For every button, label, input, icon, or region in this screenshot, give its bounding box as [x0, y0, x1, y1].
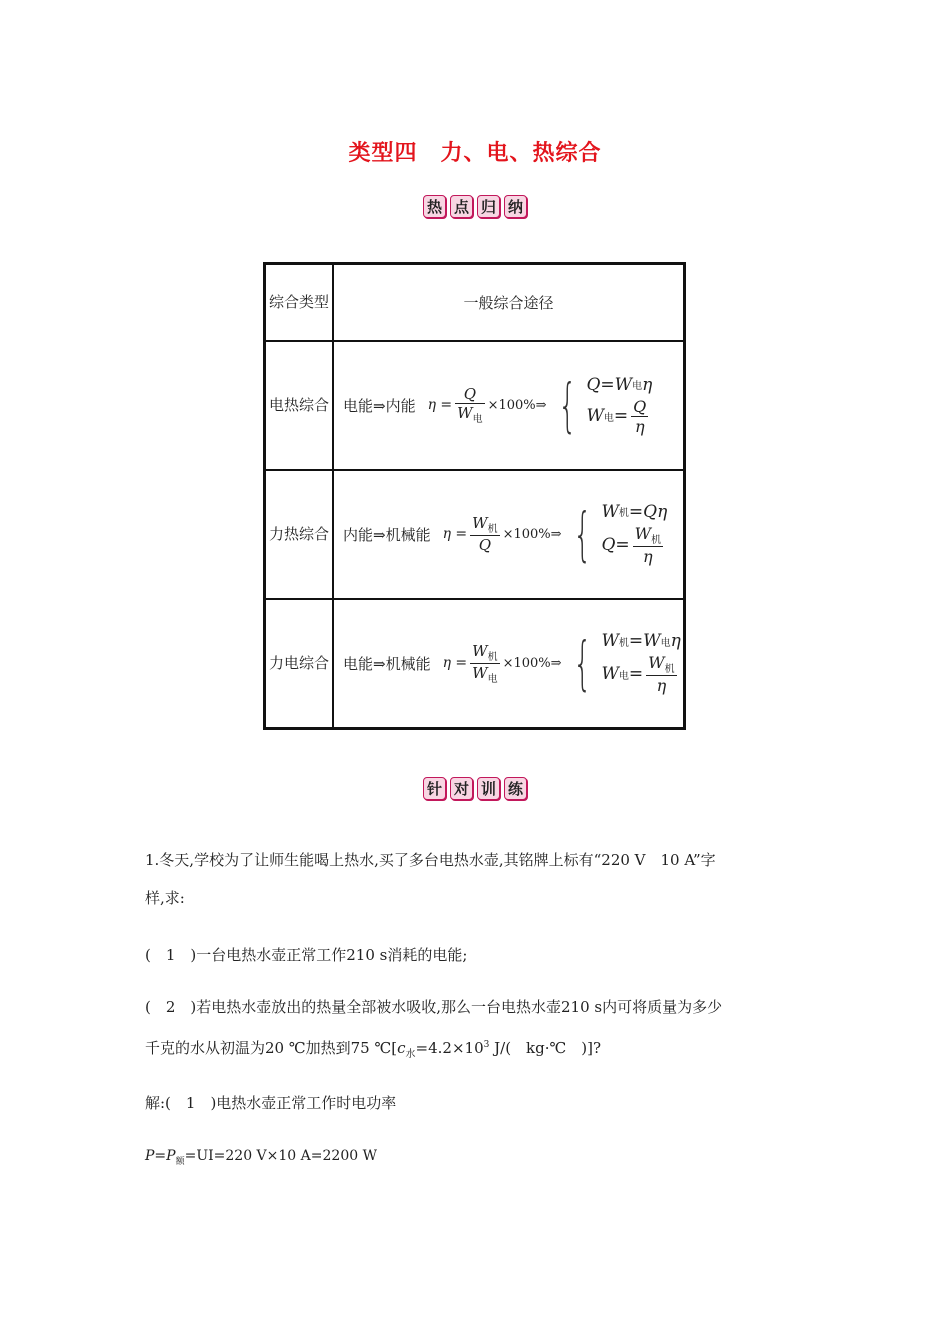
fraction-denominator: $W_电$ — [472, 663, 498, 685]
formula — [343, 629, 683, 698]
row-type: 电热综合 — [265, 341, 334, 470]
section-badge-hotspot — [0, 195, 950, 218]
efficiency-fraction — [470, 642, 499, 685]
header-path: 一般综合途径 — [333, 264, 685, 341]
row-formula-cell — [333, 599, 685, 729]
question-2 — [145, 993, 810, 1069]
badge-char: 针 — [423, 777, 446, 800]
row-type: 力电综合 — [265, 599, 334, 729]
eta-symbol: η = — [442, 655, 468, 672]
equation-system — [586, 375, 652, 436]
eta-symbol: η = — [442, 526, 468, 542]
section-badge-training — [0, 777, 950, 800]
formula — [343, 371, 683, 439]
row-type: 力热综合 — [265, 470, 334, 599]
percent-implies: ×100%⇒ — [487, 397, 547, 413]
percent-implies: ×100%⇒ — [502, 655, 562, 671]
efficiency-fraction — [470, 514, 499, 554]
power-formula: $P=P_额=UI=220$ V×10 A=2200 W — [145, 1148, 377, 1167]
fraction-numerator: Q — [463, 385, 477, 403]
brace-icon: { — [557, 371, 577, 439]
problem-line: 样,求: — [145, 889, 185, 907]
percent-implies: ×100%⇒ — [502, 526, 562, 542]
brace-icon: { — [572, 629, 592, 698]
question-line: ( 2 )若电热水壶放出的热量全部被水吸收,那么一台电热水壶210 s内可将质量为多少 — [145, 998, 723, 1016]
energy-path: 电能⇒机械能 — [343, 654, 431, 673]
equation-1: W 机 =Qη — [601, 501, 668, 522]
page-title: 类型四 力、电、热综合 — [348, 141, 602, 166]
badge-char: 纳 — [504, 195, 527, 218]
question-1: ( 1 )一台电热水壶正常工作210 s消耗的电能; — [145, 946, 468, 964]
energy-path: 电能⇒内能 — [343, 396, 416, 415]
equation-2: W 电 = $\frac{W_机}{\eta}$ — [601, 653, 675, 696]
equation-system — [601, 502, 667, 566]
equation-1: Q=W 电 η — [586, 374, 653, 395]
badge-char: 热 — [423, 195, 446, 218]
problem-line: 1.冬天,学校为了让师生能喝上热水,买了多台电热水壶,其铭牌上标有“220 V 10 A”字 — [145, 851, 716, 869]
header-type: 综合类型 — [265, 264, 334, 341]
equation-2: W 电 = $\frac{Q}{\eta}$ — [586, 396, 647, 436]
summary-table — [263, 262, 686, 730]
eta-symbol: η = — [427, 397, 453, 413]
fraction-numerator: $W_机$ — [472, 641, 498, 663]
row-formula-cell — [333, 470, 685, 599]
table-row — [265, 341, 685, 470]
row-formula-cell — [333, 341, 685, 470]
equation-2: Q = $\frac{W_机}{\eta}$ — [601, 523, 662, 567]
equation-1: W 机 =W 电 η — [601, 631, 681, 652]
fraction-denominator: Q — [478, 536, 492, 554]
equation-system — [601, 631, 680, 695]
badge-char: 训 — [477, 777, 500, 800]
fraction-denominator: $W_电$ — [457, 404, 483, 425]
table-header-row — [265, 264, 685, 341]
efficiency-fraction — [455, 385, 484, 425]
badge-char: 练 — [504, 777, 527, 800]
solution-line: 解:( 1 )电热水壶正常工作时电功率 — [145, 1094, 397, 1112]
badge-char: 归 — [477, 195, 500, 218]
badge-char: 对 — [450, 777, 473, 800]
question-line: 千克的水从初温为20 ℃加热到75 $℃[c_水=4.2\times 10^3$ J/( kg·℃ )]? — [145, 1039, 602, 1060]
table-row — [265, 470, 685, 599]
brace-icon: { — [572, 500, 592, 568]
badge-char: 点 — [450, 195, 473, 218]
formula — [343, 502, 683, 566]
energy-path: 内能⇒机械能 — [343, 525, 431, 544]
fraction-numerator: $W_机$ — [472, 514, 498, 535]
problem-statement — [145, 846, 810, 912]
table-row — [265, 599, 685, 729]
